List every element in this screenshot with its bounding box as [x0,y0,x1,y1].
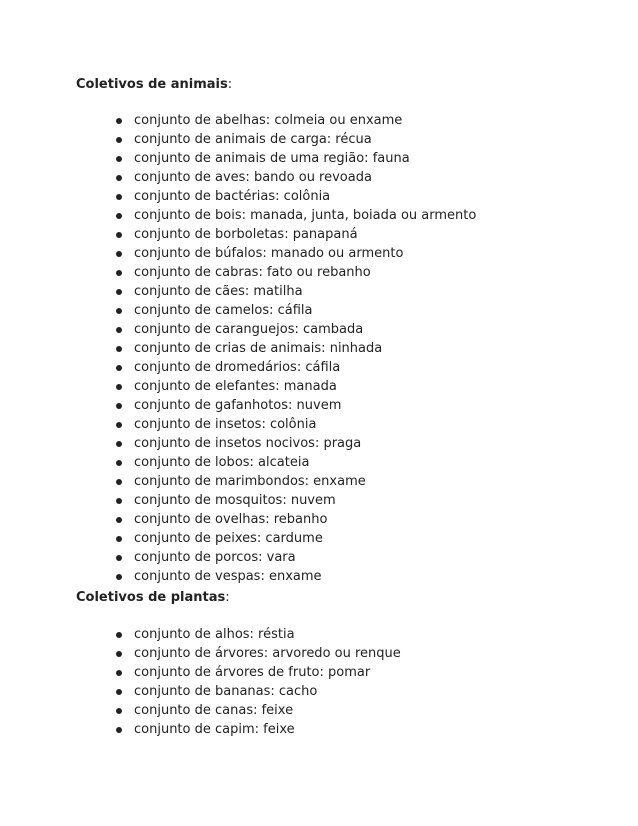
list-item-text: conjunto de dromedários: cáfila [134,360,341,375]
bullet-icon [116,498,122,504]
bullet-icon [116,308,122,314]
list-item-text: conjunto de marimbondos: enxame [134,474,366,489]
bullet-icon [116,479,122,485]
list-item [0,434,476,453]
list-item [0,282,476,301]
list-item [0,663,401,682]
list-item-text: conjunto de gafanhotos: nuvem [134,398,342,413]
bullet-icon [116,670,122,676]
bullet-icon [116,422,122,428]
list-item [0,358,476,377]
list-item [0,377,476,396]
list-item [0,301,476,320]
list-item-text: conjunto de capim: feixe [134,722,295,737]
list-item-text: conjunto de vespas: enxame [134,569,322,584]
section-heading-plantas [76,589,230,607]
list-item [0,567,476,586]
bullet-icon [116,118,122,124]
bullet-icon [116,517,122,523]
list-item-text: conjunto de borboletas: panapaná [134,227,358,242]
bullet-icon [116,536,122,542]
bullet-icon [116,175,122,181]
list-item [0,529,476,548]
list-item [0,682,401,701]
bullet-list-plantas [0,625,401,739]
list-item-text: conjunto de abelhas: colmeia ou enxame [134,113,403,128]
list-item [0,320,476,339]
bullet-icon [116,327,122,333]
list-item-text: conjunto de porcos: vara [134,550,296,565]
list-item-text: conjunto de bactérias: colônia [134,189,331,204]
section-heading-animais [76,76,232,94]
list-item-text: conjunto de alhos: réstia [134,627,295,642]
bullet-icon [116,270,122,276]
list-item-text: conjunto de bananas: cacho [134,684,318,699]
list-item-text: conjunto de animais de uma região: fauna [134,151,410,166]
list-item [0,625,401,644]
list-item-text: conjunto de cães: matilha [134,284,303,299]
section-heading-text: Coletivos de plantas [76,590,226,605]
list-item-text: conjunto de camelos: cáfila [134,303,313,318]
list-item-text: conjunto de árvores: arvoredo ou renque [134,646,401,661]
bullet-icon [116,194,122,200]
list-item [0,548,476,567]
list-item [0,244,476,263]
list-item [0,263,476,282]
bullet-icon [116,213,122,219]
list-item-text: conjunto de mosquitos: nuvem [134,493,336,508]
list-item [0,415,476,434]
list-item [0,453,476,472]
section-heading-colon: : [227,77,233,92]
list-item [0,225,476,244]
list-item-text: conjunto de peixes: cardume [134,531,323,546]
list-item-text: conjunto de caranguejos: cambada [134,322,364,337]
list-item [0,701,401,720]
bullet-icon [116,441,122,447]
list-item-text: conjunto de ovelhas: rebanho [134,512,328,527]
bullet-icon [116,460,122,466]
bullet-icon [116,346,122,352]
list-item [0,720,401,739]
list-item [0,510,476,529]
bullet-icon [116,689,122,695]
bullet-icon [116,727,122,733]
bullet-icon [116,708,122,714]
list-item [0,206,476,225]
list-item-text: conjunto de insetos nocivos: praga [134,436,362,451]
bullet-list-animais [0,111,476,586]
bullet-icon [116,251,122,257]
list-item-text: conjunto de árvores de fruto: pomar [134,665,371,680]
list-item-text: conjunto de lobos: alcateia [134,455,310,470]
list-item [0,111,476,130]
bullet-icon [116,365,122,371]
list-item-text: conjunto de búfalos: manado ou armento [134,246,404,261]
list-item [0,130,476,149]
list-item-text: conjunto de crias de animais: ninhada [134,341,383,356]
bullet-icon [116,384,122,390]
bullet-icon [116,403,122,409]
list-item [0,472,476,491]
list-item-text: conjunto de elefantes: manada [134,379,337,394]
section-heading-colon: : [225,590,230,605]
list-item-text: conjunto de animais de carga: récua [134,132,372,147]
list-item-text: conjunto de cabras: fato ou rebanho [134,265,371,280]
list-item-text: conjunto de aves: bando ou revoada [134,170,372,185]
list-item [0,339,476,358]
list-item-text: conjunto de insetos: colônia [134,417,317,432]
list-item-text: conjunto de canas: feixe [134,703,294,718]
list-item [0,168,476,187]
bullet-icon [116,574,122,580]
list-item [0,187,476,206]
list-item-text: conjunto de bois: manada, junta, boiada ou armento [134,208,477,223]
list-item [0,644,401,663]
section-heading-text: Coletivos de animais [76,77,228,92]
list-item [0,149,476,168]
list-item [0,396,476,415]
bullet-icon [116,232,122,238]
bullet-icon [116,555,122,561]
bullet-icon [116,156,122,162]
bullet-icon [116,289,122,295]
bullet-icon [116,137,122,143]
bullet-icon [116,651,122,657]
list-item [0,491,476,510]
bullet-icon [116,632,122,638]
